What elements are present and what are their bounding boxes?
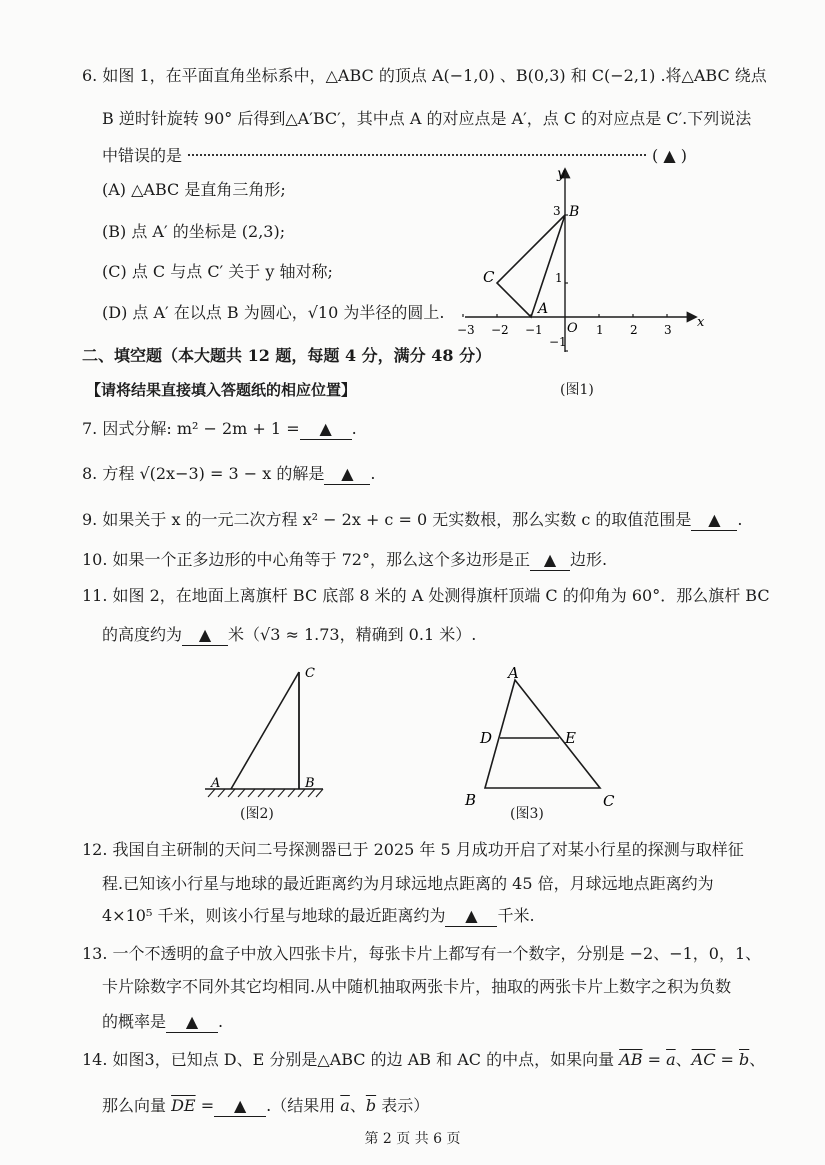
vector-de: $\overline{DE}$ (171, 1096, 196, 1115)
q11-line2b: 米（√3 ≈ 1.73，精确到 0.1 米）. (228, 625, 477, 644)
x-tick-3: 3 (664, 323, 672, 337)
q14-blank: ▲ (214, 1096, 266, 1117)
fig3-point-e: E (565, 729, 576, 747)
q13-line3a: 的概率是 (102, 1012, 167, 1031)
q12-line2: 程.已知该小行星与地球的最近距离约为月球远地点距离的 45 倍，月球远地点距离约为 (102, 874, 714, 893)
q8-blank: ▲ (324, 464, 370, 485)
q13-blank: ▲ (166, 1012, 218, 1033)
q12-line3b: 千米. (497, 906, 535, 925)
q12-blank: ▲ (445, 906, 497, 927)
q8 (82, 464, 375, 485)
triangle-abc-fig3 (485, 680, 600, 788)
fig3-point-a: A (508, 664, 519, 682)
vector-a: $\overline{a}$ (666, 1050, 676, 1069)
fig3-point-c: C (603, 792, 615, 810)
x-axis-label: x (697, 315, 705, 330)
vector-ac: $\overline{AC}$ (691, 1050, 716, 1069)
q11-line2a: 的高度约为 (102, 625, 183, 644)
q10-end: 边形. (569, 550, 608, 569)
vector-ab: $\overline{AB}$ (619, 1050, 643, 1069)
fig2-point-b: B (305, 776, 315, 791)
q11-line2 (102, 625, 476, 646)
q14-sep2: 、 (749, 1050, 766, 1069)
q13-line1: 13. 一个不透明的盒子中放入四张卡片，每张卡片上都写有一个数字，分别是 −2、−1，0，1、 (82, 944, 762, 963)
q11-line1: 11. 如图 2，在地面上离旗杆 BC 底部 8 米的 A 处测得旗杆顶端 C 的仰角为 60°．那么旗杆 BC (82, 586, 770, 605)
leader-dots (188, 154, 646, 156)
point-b-label: B (569, 204, 580, 220)
q11-blank: ▲ (182, 625, 228, 646)
q13-end: . (218, 1012, 224, 1031)
q8-end: . (370, 464, 376, 483)
q13-line3 (102, 1012, 223, 1033)
y-tick-1: 1 (555, 271, 563, 285)
page-footer: 第 2 页 共 6 页 (364, 1131, 461, 1147)
fig3-point-b: B (465, 791, 477, 809)
q6-line3-text: 中错误的是 (102, 146, 183, 165)
q6-line2: B 逆时针旋转 90° 后得到△A′BC′，其中点 A 的对应点是 A′，点 C 的对应点是 C′.下列说法 (102, 109, 752, 128)
fig2-point-c: C (305, 666, 315, 681)
x-tick-neg1: −1 (525, 323, 543, 337)
point-c-label: C (483, 268, 495, 286)
q13-line2: 卡片除数字不同外其它均相同.从中随机抽取两张卡片，抽取的两张卡片上数字之积为负数 (102, 977, 732, 996)
q8-text: 8. 方程 √(2x−3) = 3 − x 的解是 (82, 464, 325, 483)
figure-3 (460, 660, 630, 810)
vector-b: $\overline{b}$ (739, 1050, 750, 1069)
q14-line1 (82, 1050, 765, 1070)
q9-text: 9. 如果关于 x 的一元二次方程 x² − 2x + c = 0 无实数根，那么实数 c 的取值范围是 (82, 510, 692, 529)
q6-line1: 6. 如图 1，在平面直角坐标系中，△ABC 的顶点 A(−1,0) 、B(0,3) 和 C(−2,1) .将△ABC 绕点 (82, 66, 767, 85)
q9-end: . (737, 510, 743, 529)
q14-eq3: = (195, 1096, 215, 1115)
q6-option-b: (B) 点 A′ 的坐标是 (2,3); (102, 222, 286, 241)
q14-line2 (102, 1096, 429, 1117)
sight-line-ac (231, 672, 299, 789)
q14-res-end: 表示） (376, 1096, 430, 1115)
x-tick-neg3: −3 (457, 323, 475, 337)
y-tick-neg1: −1 (549, 335, 567, 349)
triangle-abc (497, 215, 565, 317)
q14-eq2: = (715, 1050, 740, 1069)
q12-line1: 12. 我国自主研制的天问二号探测器已于 2025 年 5 月成功开启了对某小行星的探测与取样征 (82, 840, 744, 859)
q9-blank: ▲ (691, 510, 737, 531)
figure-1 (455, 160, 725, 360)
q7 (82, 419, 357, 440)
point-a-label: A (538, 301, 549, 317)
result-vector-a: $\overline{a}$ (340, 1096, 350, 1115)
q14-sep: 、 (675, 1050, 692, 1069)
q14-line2b: .（结果用 (266, 1096, 341, 1115)
q9 (82, 510, 742, 531)
q6-option-d: (D) 点 A′ 在以点 B 为圆心，√10 为半径的圆上. (102, 303, 445, 322)
origin-label: O (567, 321, 578, 336)
figure-1-caption: (图1) (560, 382, 594, 398)
figure-2 (195, 660, 335, 810)
y-axis-label: y (557, 166, 565, 182)
fig3-point-d: D (480, 729, 493, 747)
section-2-title: 二、填空题（本大题共 12 题，每题 4 分，满分 48 分） (82, 346, 492, 365)
q7-text: 7. 因式分解: m² − 2m + 1 = (82, 419, 300, 438)
q7-end: . (351, 419, 357, 438)
q6-answer-slot: ( ▲ ) (652, 146, 687, 165)
q6-option-c: (C) 点 C 与点 C′ 关于 y 轴对称; (102, 262, 333, 281)
fig2-point-a: A (211, 776, 221, 791)
q12-line3 (102, 906, 535, 927)
q6-option-a: (A) △ABC 是直角三角形; (102, 180, 286, 199)
q14-line1a: 14. 如图3，已知点 D、E 分别是△ABC 的边 AB 和 AC 的中点，如果向量 (82, 1050, 620, 1069)
q10-text: 10. 如果一个正多边形的中心角等于 72°，那么这个多边形是正 (82, 550, 530, 569)
q14-line2a: 那么向量 (102, 1096, 172, 1115)
q7-blank: ▲ (300, 419, 352, 440)
q14-res-sep: 、 (349, 1096, 366, 1115)
x-tick-1: 1 (596, 323, 604, 337)
q12-line3a: 4×10⁵ 千米，则该小行星与地球的最近距离约为 (102, 906, 446, 925)
figure-3-caption: (图3) (510, 806, 544, 822)
y-tick-3: 3 (553, 204, 561, 218)
q14-eq1: = (642, 1050, 667, 1069)
figure-2-caption: (图2) (240, 806, 274, 822)
section-2-note: 【请将结果直接填入答题纸的相应位置】 (86, 381, 357, 399)
result-vector-b: $\overline{b}$ (365, 1096, 377, 1115)
q10-blank: ▲ (530, 550, 570, 571)
q10 (82, 550, 607, 571)
x-tick-2: 2 (630, 323, 638, 337)
x-tick-neg2: −2 (491, 323, 509, 337)
